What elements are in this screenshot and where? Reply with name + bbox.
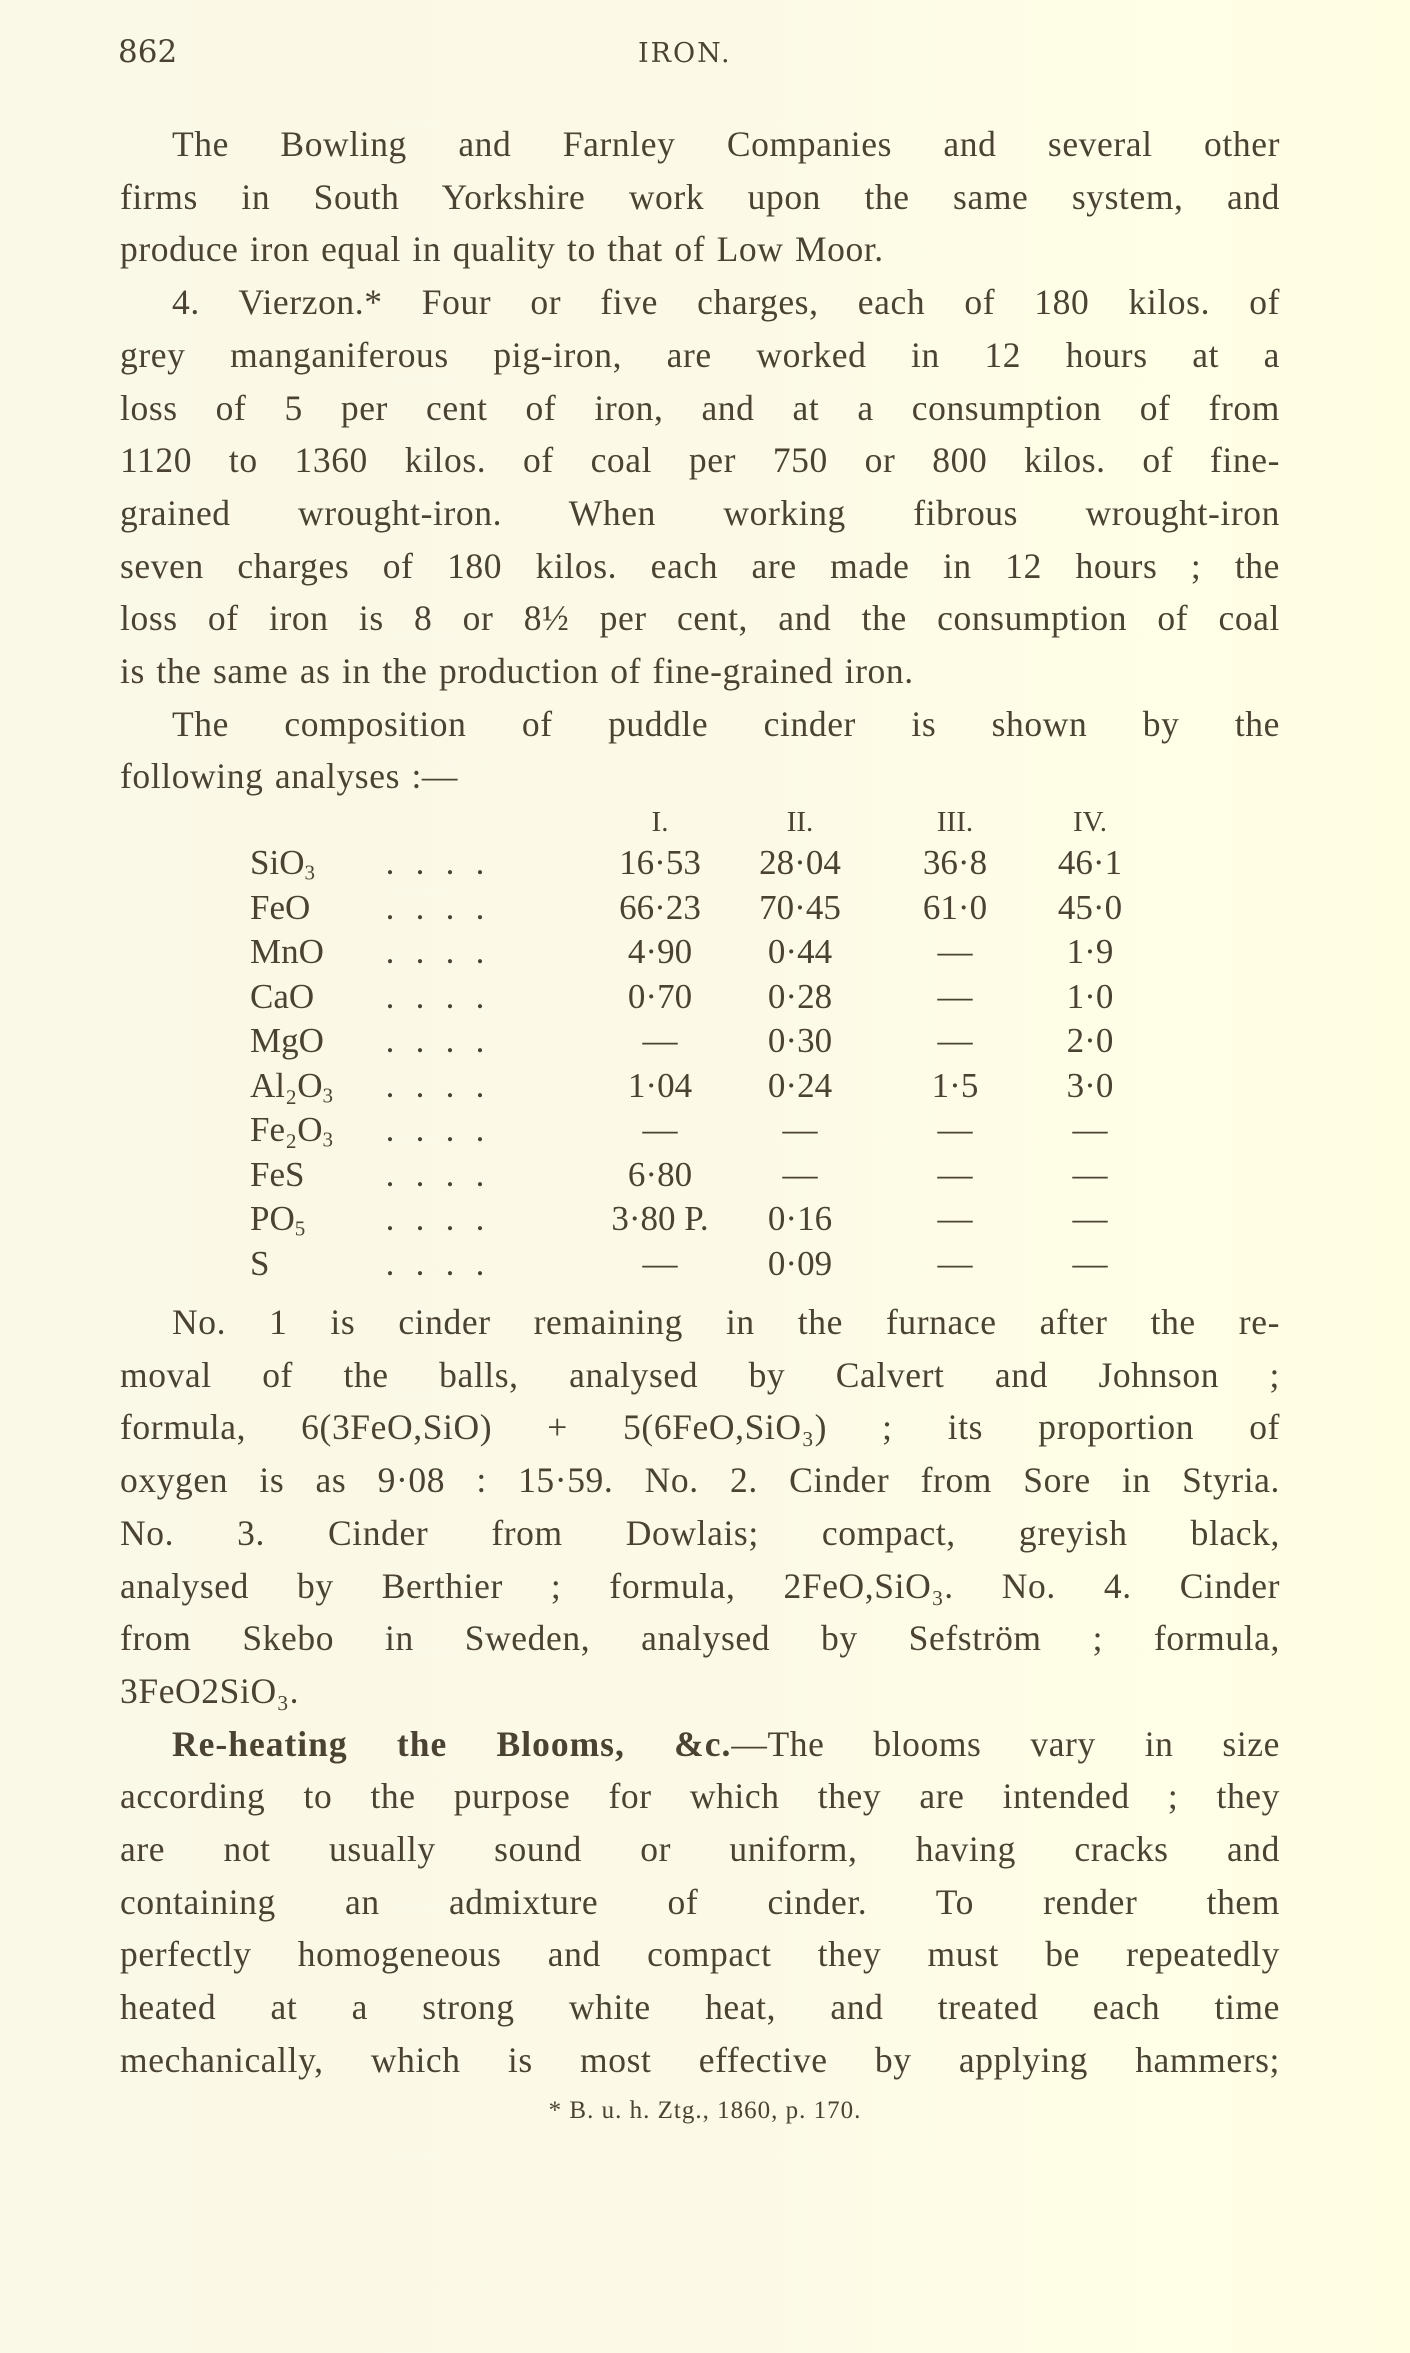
table-header-row bbox=[250, 803, 1155, 841]
text-line: 1120 to 1360 kilos. of coal per 750 or 800 kilos. of fine- bbox=[120, 440, 1280, 481]
text-line: according to the purpose for which they are intended ; they bbox=[120, 1776, 1280, 1817]
table-cell: 61·0 bbox=[922, 887, 988, 927]
compound-formula: S bbox=[250, 1243, 270, 1283]
table-row bbox=[250, 1153, 1155, 1198]
table-cell: 0·28 bbox=[767, 976, 833, 1016]
text-line: produce iron equal in quality to that of Low Moor. bbox=[120, 229, 884, 270]
compound-label bbox=[250, 886, 375, 931]
table-cell: — bbox=[1072, 1154, 1108, 1194]
table-row bbox=[250, 1108, 1155, 1153]
table-cell: 1·9 bbox=[1066, 932, 1114, 971]
compound-label bbox=[250, 1019, 375, 1064]
compound-label bbox=[250, 975, 375, 1020]
body-text-lower bbox=[120, 1296, 1280, 2087]
running-title: IRON. bbox=[638, 38, 732, 69]
table-cell: 36·8 bbox=[922, 843, 988, 882]
text-line: loss of 5 per cent of iron, and at a consumption of from bbox=[120, 387, 1280, 428]
table-cell: 0·30 bbox=[767, 1021, 833, 1060]
table-cell: 0·70 bbox=[627, 976, 693, 1016]
text-line: oxygen is as 9·08 : 15·59. No. 2. Cinder from Sore in Styria. bbox=[120, 1460, 1280, 1501]
compound-formula: SiO bbox=[250, 843, 305, 882]
table-cell: 6·80 bbox=[627, 1154, 693, 1194]
table-cell: 0·44 bbox=[767, 932, 833, 971]
text-line: 3FeO2SiO₃. bbox=[120, 1670, 300, 1711]
text-line bbox=[120, 1718, 1280, 1771]
paragraph-vierzon bbox=[120, 276, 1280, 698]
text-line: formula, 6(3FeO,SiO) + 5(6FeO,SiO₃) ; its proportion of bbox=[120, 1407, 1280, 1448]
table-cell: — bbox=[642, 1110, 678, 1149]
text-line: moval of the balls, analysed by Calvert and Johnson ; bbox=[120, 1354, 1280, 1395]
section-runin-heading: Re-heating the Blooms, &c. bbox=[172, 1723, 732, 1764]
table-cell: 45·0 bbox=[1057, 887, 1123, 927]
column-header: IV. bbox=[1072, 806, 1108, 838]
compound-label bbox=[250, 841, 375, 886]
table-cell: 3·80 P. bbox=[611, 1199, 709, 1238]
paragraph-bowling-farnley bbox=[120, 118, 1280, 276]
table-cell: — bbox=[1072, 1199, 1108, 1238]
text-line: is the same as in the production of fine-grained iron. bbox=[120, 651, 914, 692]
table-row bbox=[250, 930, 1155, 975]
table-cell: — bbox=[937, 1021, 973, 1060]
text-line: The Bowling and Farnley Companies and several other bbox=[172, 124, 1280, 164]
table-cell: — bbox=[937, 932, 973, 971]
text-line: 4. Vierzon.* Four or five charges, each of 180 kilos. of bbox=[172, 282, 1280, 323]
leader-dots: . . . . bbox=[385, 1243, 485, 1283]
compound-label bbox=[250, 1242, 375, 1287]
compound-label bbox=[250, 1197, 375, 1242]
text-line: perfectly homogeneous and compact they must be repeatedly bbox=[120, 1934, 1280, 1975]
text-line: grained wrought-iron. When working fibrous wrought-iron bbox=[120, 492, 1280, 533]
compound-formula: FeO bbox=[250, 887, 311, 927]
text-line: heated at a strong white heat, and treated each time bbox=[120, 1987, 1280, 2028]
table-cell: — bbox=[782, 1110, 818, 1149]
table-cell: — bbox=[642, 1021, 678, 1060]
table-cell: 1·0 bbox=[1066, 976, 1114, 1016]
compound-formula: Fe₂O bbox=[250, 1110, 323, 1149]
leader-dots: . . . . bbox=[385, 843, 485, 882]
table-cell: 2·0 bbox=[1066, 1021, 1114, 1060]
table-row bbox=[250, 1242, 1155, 1287]
table-cell: 16·53 bbox=[619, 843, 701, 882]
leader-dots: . . . . bbox=[385, 1065, 485, 1105]
text-line: firms in South Yorkshire work upon the same system, and bbox=[120, 176, 1280, 217]
table-cell: 0·09 bbox=[767, 1243, 833, 1283]
table-cell: — bbox=[937, 1199, 973, 1238]
text-line: No. 3. Cinder from Dowlais; compact, greyish black, bbox=[120, 1512, 1280, 1553]
paragraph-analysis-notes bbox=[120, 1296, 1280, 1718]
table-cell: — bbox=[782, 1154, 818, 1194]
table-cell: — bbox=[937, 1110, 973, 1149]
table-cell: 46·1 bbox=[1057, 843, 1123, 882]
leader-dots: . . . . bbox=[385, 1154, 485, 1194]
table-cell: — bbox=[1072, 1110, 1108, 1149]
text-line: loss of iron is 8 or 8½ per cent, and the consumption of coal bbox=[120, 598, 1280, 639]
text-line: mechanically, which is most effective by applying hammers; bbox=[120, 2039, 1280, 2080]
compound-label bbox=[250, 930, 375, 975]
text-line: The composition of puddle cinder is shown by the bbox=[172, 703, 1280, 744]
leader-dots: . . . . bbox=[385, 1021, 485, 1060]
paragraph-reheating-blooms bbox=[120, 1718, 1280, 2087]
page-number: 862 bbox=[118, 34, 178, 70]
table-row bbox=[250, 886, 1155, 931]
leader-dots: . . . . bbox=[385, 1110, 485, 1149]
table-cell: — bbox=[937, 976, 973, 1016]
text-line: grey manganiferous pig-iron, are worked in 12 hours at a bbox=[120, 334, 1280, 375]
leader-dots: . . . . bbox=[385, 976, 485, 1016]
leader-dots: . . . . bbox=[385, 887, 485, 927]
table-cell: 0·24 bbox=[767, 1065, 833, 1105]
table-row bbox=[250, 1197, 1155, 1242]
text-line: from Skebo in Sweden, analysed by Sefström ; formula, bbox=[120, 1618, 1280, 1659]
table-cell: 1·04 bbox=[627, 1065, 693, 1105]
table-cell: 70·45 bbox=[759, 887, 841, 927]
text-line: following analyses :— bbox=[120, 756, 459, 797]
table-row bbox=[250, 1064, 1155, 1109]
compound-label bbox=[250, 1064, 375, 1109]
compound-formula: CaO bbox=[250, 976, 315, 1016]
table-cell: 66·23 bbox=[619, 887, 701, 927]
compound-formula: Al₂O bbox=[250, 1065, 323, 1105]
table-row bbox=[250, 975, 1155, 1020]
table-cell: — bbox=[937, 1154, 973, 1194]
formula-subscript: 5 bbox=[294, 1216, 306, 1241]
column-header: II. bbox=[786, 806, 814, 838]
formula-subscript: 3 bbox=[304, 860, 315, 885]
table-row bbox=[250, 841, 1155, 886]
running-head bbox=[118, 34, 1298, 74]
table-cell: 3·0 bbox=[1066, 1065, 1114, 1105]
table-cell: 1·5 bbox=[931, 1065, 979, 1105]
compound-label bbox=[250, 1153, 375, 1198]
leader-dots: . . . . bbox=[385, 1199, 485, 1238]
leader-dots: . . . . bbox=[385, 932, 485, 971]
footnote: * B. u. h. Ztg., 1860, p. 170. bbox=[548, 2097, 862, 2124]
text-line: No. 1 is cinder remaining in the furnace after the re- bbox=[172, 1302, 1280, 1342]
compound-formula: PO bbox=[250, 1199, 295, 1238]
compound-label bbox=[250, 1108, 375, 1153]
table-cell: — bbox=[937, 1243, 973, 1283]
text-fragment: —The blooms vary in size bbox=[731, 1723, 1281, 1764]
text-line: seven charges of 180 kilos. each are made in 12 hours ; the bbox=[120, 545, 1280, 586]
text-line: are not usually sound or uniform, having cracks and bbox=[120, 1829, 1280, 1870]
table-cell: — bbox=[1072, 1243, 1108, 1283]
table-cell: 28·04 bbox=[759, 843, 841, 882]
text-line: analysed by Berthier ; formula, 2FeO,SiO₃. No. 4. Cinder bbox=[120, 1565, 1280, 1606]
table-row bbox=[250, 1019, 1155, 1064]
formula-subscript: 3 bbox=[322, 1127, 333, 1152]
compound-formula: MgO bbox=[250, 1021, 324, 1060]
compound-formula: FeS bbox=[250, 1154, 305, 1194]
paragraph-composition-intro bbox=[120, 698, 1280, 803]
column-header: I. bbox=[651, 806, 669, 838]
text-line: containing an admixture of cinder. To render them bbox=[120, 1881, 1280, 1922]
formula-subscript: 3 bbox=[322, 1082, 333, 1107]
body-text bbox=[120, 118, 1280, 803]
compound-formula: MnO bbox=[250, 932, 324, 971]
table-cell: 4·90 bbox=[627, 932, 693, 971]
table-cell: 0·16 bbox=[767, 1199, 833, 1238]
column-header: III. bbox=[936, 806, 974, 838]
table-cell: — bbox=[642, 1243, 678, 1283]
cinder-analysis-table bbox=[250, 803, 1250, 1286]
